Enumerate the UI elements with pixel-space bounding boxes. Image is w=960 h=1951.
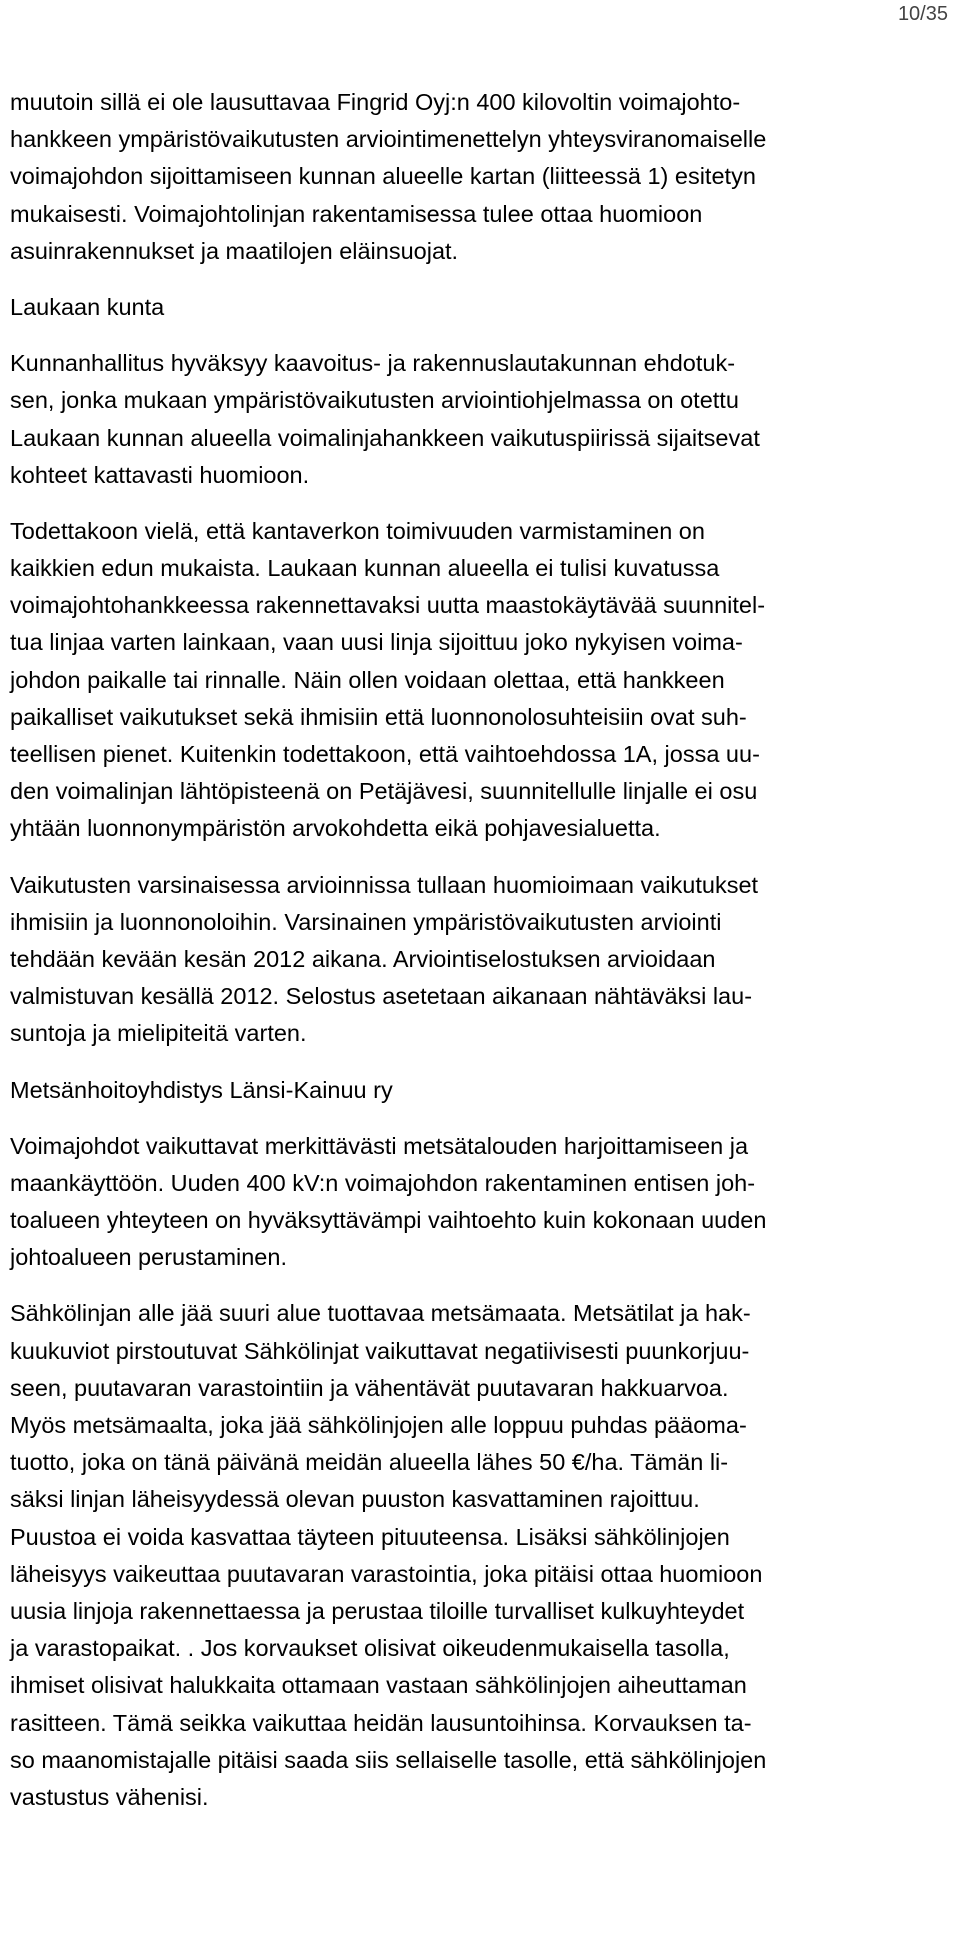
text-line: tuotto, joka on tänä päivänä meidän alueella lähes 50 €/ha. Tämän li- <box>10 1449 729 1476</box>
text-line: voimajohtohankkeessa rakennettavaksi uutta maastokäytävää suunnitel- <box>10 592 766 619</box>
text-line: so maanomistajalle pitäisi saada siis sellaiselle tasolle, että sähkölinjojen <box>10 1746 767 1773</box>
text-line: hankkeen ympäristövaikutusten arviointimenettelyn yhteysviranomaiselle <box>10 126 767 153</box>
text-line: Voimajohdot vaikuttavat merkittävästi metsätalouden harjoittamiseen ja <box>10 1132 749 1159</box>
text-line: tua linjaa varten lainkaan, vaan uusi linja sijoittuu joko nykyisen voima- <box>10 629 743 656</box>
section-heading-metsanhoitoyhdistys <box>10 1072 948 1109</box>
text-line: Kunnanhallitus hyväksyy kaavoitus- ja rakennuslautakunnan ehdotuk- <box>10 350 736 377</box>
paragraph-sahkolinjan <box>10 1295 948 1816</box>
paragraph-intro <box>10 84 948 270</box>
text-line: Sähkölinjan alle jää suuri alue tuottavaa metsämaata. Metsätilat ja hak- <box>10 1300 751 1327</box>
text-line: valmistuvan kesällä 2012. Selostus asetetaan aikanaan nähtäväksi lau- <box>10 983 753 1010</box>
text-line: johdon paikalle tai rinnalle. Näin ollen voidaan olettaa, että hankkeen <box>10 666 725 693</box>
heading-text: Laukaan kunta <box>10 293 165 320</box>
paragraph-todettakoon <box>10 513 948 848</box>
text-line: ihmisiin ja luonnonoloihin. Varsinainen ympäristövaikutusten arviointi <box>10 908 722 935</box>
text-line: mukaisesti. Voimajohtolinjan rakentamisessa tulee ottaa huomioon <box>10 200 703 227</box>
text-line: Todettakoon vielä, että kantaverkon toimivuuden varmistaminen on <box>10 517 705 544</box>
text-line: asuinrakennukset ja maatilojen eläinsuojat. <box>10 237 459 264</box>
paragraph-vaikutusten <box>10 867 948 1053</box>
text-line: tehdään kevään kesän 2012 aikana. Arviointiselostuksen arvioidaan <box>10 945 716 972</box>
document-body <box>10 84 948 1835</box>
text-line: toalueen yhteyteen on hyväksyttävämpi vaihtoehto kuin kokonaan uuden <box>10 1207 767 1234</box>
page-number: 10/35 <box>897 3 948 25</box>
text-line: seen, puutavaran varastointiin ja vähentävät puutavaran hakkuarvoa. <box>10 1374 729 1401</box>
text-line: teellisen pienet. Kuitenkin todettakoon, että vaihtoehdossa 1A, jossa uu- <box>10 741 760 767</box>
text-line: Vaikutusten varsinaisessa arvioinnissa tullaan huomioimaan vaikutukset <box>10 871 759 898</box>
text-line: rasitteen. Tämä seikka vaikuttaa heidän lausuntoihinsa. Korvauksen ta- <box>10 1709 752 1736</box>
text-line: maankäyttöön. Uuden 400 kV:n voimajohdon rakentaminen entisen joh- <box>10 1169 756 1196</box>
text-line: den voimalinjan lähtöpisteenä on Petäjävesi, suunnitellulle linjalle ei osu <box>10 778 758 805</box>
paragraph-kunnanhallitus <box>10 345 948 494</box>
section-heading-laukaan-kunta <box>10 289 948 326</box>
text-line: ja varastopaikat. . Jos korvaukset olisivat oikeudenmukaisella tasolla, <box>10 1635 730 1662</box>
text-line: Myös metsämaalta, joka jää sähkölinjojen alle loppuu puhdas pääoma- <box>10 1412 747 1438</box>
text-line: yhtään luonnonympäristön arvokohdetta eikä pohjavesialuetta. <box>10 815 661 842</box>
text-line: muutoin sillä ei ole lausuttavaa Fingrid Oyj:n 400 kilovoltin voimajohto- <box>10 89 741 115</box>
text-line: suntoja ja mielipiteitä varten. <box>10 1020 307 1047</box>
text-line: paikalliset vaikutukset sekä ihmisiin että luonnonolosuhteisiin ovat suh- <box>10 703 747 730</box>
text-line: kaikkien edun mukaista. Laukaan kunnan alueella ei tulisi kuvatussa <box>10 555 720 582</box>
text-line: Laukaan kunnan alueella voimalinjahankkeen vaikutuspiirissä sijaitsevat <box>10 424 760 451</box>
text-line: vastustus vähenisi. <box>10 1783 209 1810</box>
paragraph-voimajohdot <box>10 1128 948 1277</box>
text-line: säksi linjan läheisyydessä olevan puuston kasvattaminen rajoittuu. <box>10 1486 700 1513</box>
text-line: johtoalueen perustaminen. <box>10 1244 287 1271</box>
text-line: kohteet kattavasti huomioon. <box>10 461 310 488</box>
text-line: Puustoa ei voida kasvattaa täyteen pituuteensa. Lisäksi sähkölinjojen <box>10 1523 730 1550</box>
text-line: uusia linjoja rakennettaessa ja perustaa tiloille turvalliset kulkuyhteydet <box>10 1597 745 1624</box>
text-line: voimajohdon sijoittamiseen kunnan alueelle kartan (liitteessä 1) esitetyn <box>10 163 756 190</box>
text-line: kuukuviot pirstoutuvat Sähkölinjat vaikuttavat negatiivisesti puunkorjuu- <box>10 1337 750 1364</box>
heading-text: Metsänhoitoyhdistys Länsi-Kainuu ry <box>10 1076 393 1103</box>
text-line: läheisyys vaikeuttaa puutavaran varastointia, joka pitäisi ottaa huomioon <box>10 1560 763 1587</box>
text-line: sen, jonka mukaan ympäristövaikutusten arviointiohjelmassa on otettu <box>10 387 739 414</box>
text-line: ihmiset olisivat halukkaita ottamaan vastaan sähkölinjojen aiheuttaman <box>10 1672 747 1699</box>
